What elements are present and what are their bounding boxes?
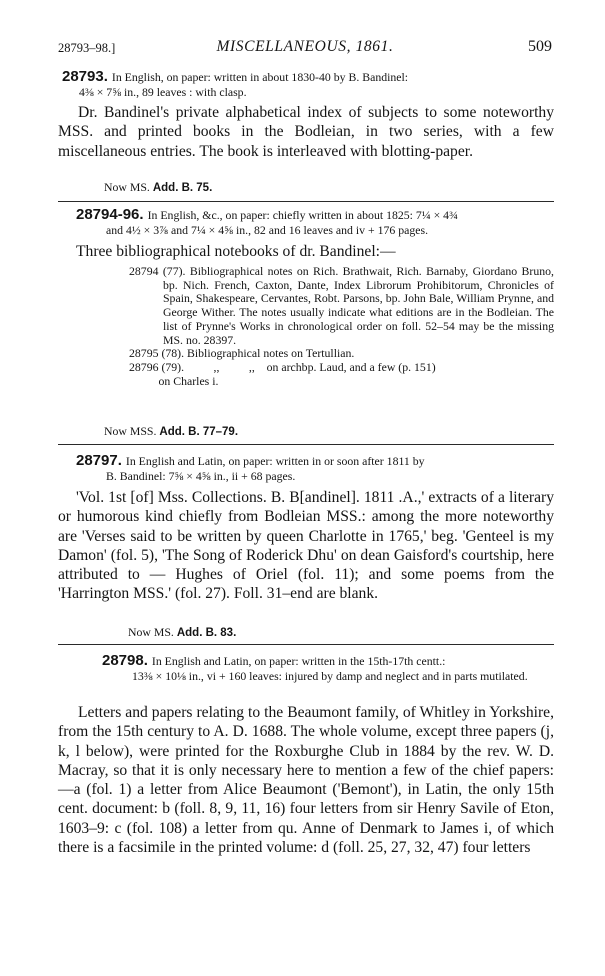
entry-description: In English and Latin, on paper: written in or soon after 1811 by <box>125 454 425 468</box>
notebook-list <box>129 265 554 388</box>
entry-number: 28794-96. <box>76 206 144 223</box>
shelf-mark <box>104 180 212 195</box>
notebook-item: 28796 (79). ,, ,, on archbp. Laud, and a few (p. 151) <box>129 359 436 374</box>
entry-paragraph: 'Vol. 1st [of] Mss. Collections. B. B[andinel]. 1811 .A.,' extracts of a literary or humorous kind chiefly from Bodleian MSS.: among the more noteworthy are 'Verses said to be written by queen Charlotte in 1765,' beg. 'Genteel is my Damon' (fol. 5), 'The Song of Roderick Dhu' on dean Gaisford's courtship, here attributed to — Hughes of Oriel (fol. 11); and some poems from the 'Harrington MSS.' (fol. 27). Foll. 31–end are blank. <box>58 489 554 603</box>
entry-description-continued: 4⅜ × 7⅝ in., 89 leaves : with clasp. <box>79 84 247 99</box>
shelf-number: Add. B. 77–79. <box>159 426 239 438</box>
entry-description: In English, &c., on paper: chiefly written in about 1825: 7¼ × 4¾ <box>147 208 458 222</box>
entry-number: 28793. <box>62 68 108 85</box>
entry-description: In English and Latin, on paper: written in the 15th-17th centt.: <box>151 654 446 668</box>
section-divider <box>58 201 554 202</box>
section-divider <box>58 444 554 445</box>
entry-header <box>62 70 556 99</box>
shelf-mark <box>128 625 236 640</box>
shelf-mark <box>104 424 238 439</box>
entry-header <box>102 654 556 683</box>
notebook-item: on Charles i. <box>129 373 219 388</box>
entry-number: 28797. <box>76 452 122 469</box>
entry-description-continued: B. Bandinel: 7⅝ × 4⅝ in., ii + 68 pages. <box>106 468 296 483</box>
shelf-number: Add. B. 83. <box>176 627 237 639</box>
entry-number: 28798. <box>102 652 148 669</box>
entry-header <box>76 208 556 237</box>
shelf-prefix: Now MS. <box>104 180 150 194</box>
entry-paragraph: Three bibliographical notebooks of dr. Bandinel:— <box>76 243 396 260</box>
entry-header <box>76 454 556 483</box>
shelf-prefix: Now MSS. <box>104 424 157 438</box>
notebook-item: 28795 (78). Bibliographical notes on Tertullian. <box>129 346 355 361</box>
entry-description: In English, on paper: written in about 1830-40 by B. Bandinel: <box>111 70 409 84</box>
entry-description-continued: 13⅜ × 10⅛ in., vi + 160 leaves: injured by damp and neglect and in parts mutilated. <box>132 668 528 683</box>
shelf-prefix: Now MS. <box>128 625 174 639</box>
entry-paragraph: Dr. Bandinel's private alphabetical index of subjects to some noteworthy MSS. and printed books in the Bodleian, in two series, with a few miscellaneous entries. The book is interleaved with blotting-paper. <box>58 104 554 160</box>
running-head-title: MISCELLANEOUS, 1861. <box>216 38 394 55</box>
shelf-number: Add. B. 75. <box>152 182 213 194</box>
running-head <box>58 38 552 60</box>
page-number: 509 <box>528 38 552 55</box>
section-divider <box>58 644 554 645</box>
running-head-range: 28793–98.] <box>58 41 116 55</box>
notebook-item: 28794 (77). Bibliographical notes on Rich. Brathwait, Rich. Barnaby, Giordano Bruno, bp. Nich. French, Caxton, Dante, Index Librorum Prohibitorum, Chronicles of Spain, Shakespeare, Cervantes, Robt. Parsons, bp. John Bale, William Prynne, and George Wither. The notes usually indicate what editions are in the Bodleian. The list of Prynne's Works in chronological order on foll. 52–54 may be the missing MS. no. 28397. <box>129 264 554 347</box>
entry-description-continued: and 4½ × 3⅞ and 7¼ × 4⅝ in., 82 and 16 leaves and iv + 176 pages. <box>106 222 429 237</box>
entry-paragraph: Letters and papers relating to the Beaumont family, of Whitley in Yorkshire, from the 15th century to A. D. 1688. The whole volume, except three papers (j, k, l below), were printed for the Roxburghe Club in 1884 by the rev. W. D. Macray, so that it is only necessary here to mention a few of the chief papers:—a (fol. 1) a letter from Alice Beaumont ('Bemont'), in Latin, the only 15th cent. document: b (foll. 8, 9, 11, 16) four letters from sir Henry Savile of Eton, 1603–9: c (fol. 108) a letter from qu. Anne of Denmark to James i, of which there is a facsimile in the printed volume: d (foll. 25, 27, 32, 47) four letters <box>58 704 554 857</box>
